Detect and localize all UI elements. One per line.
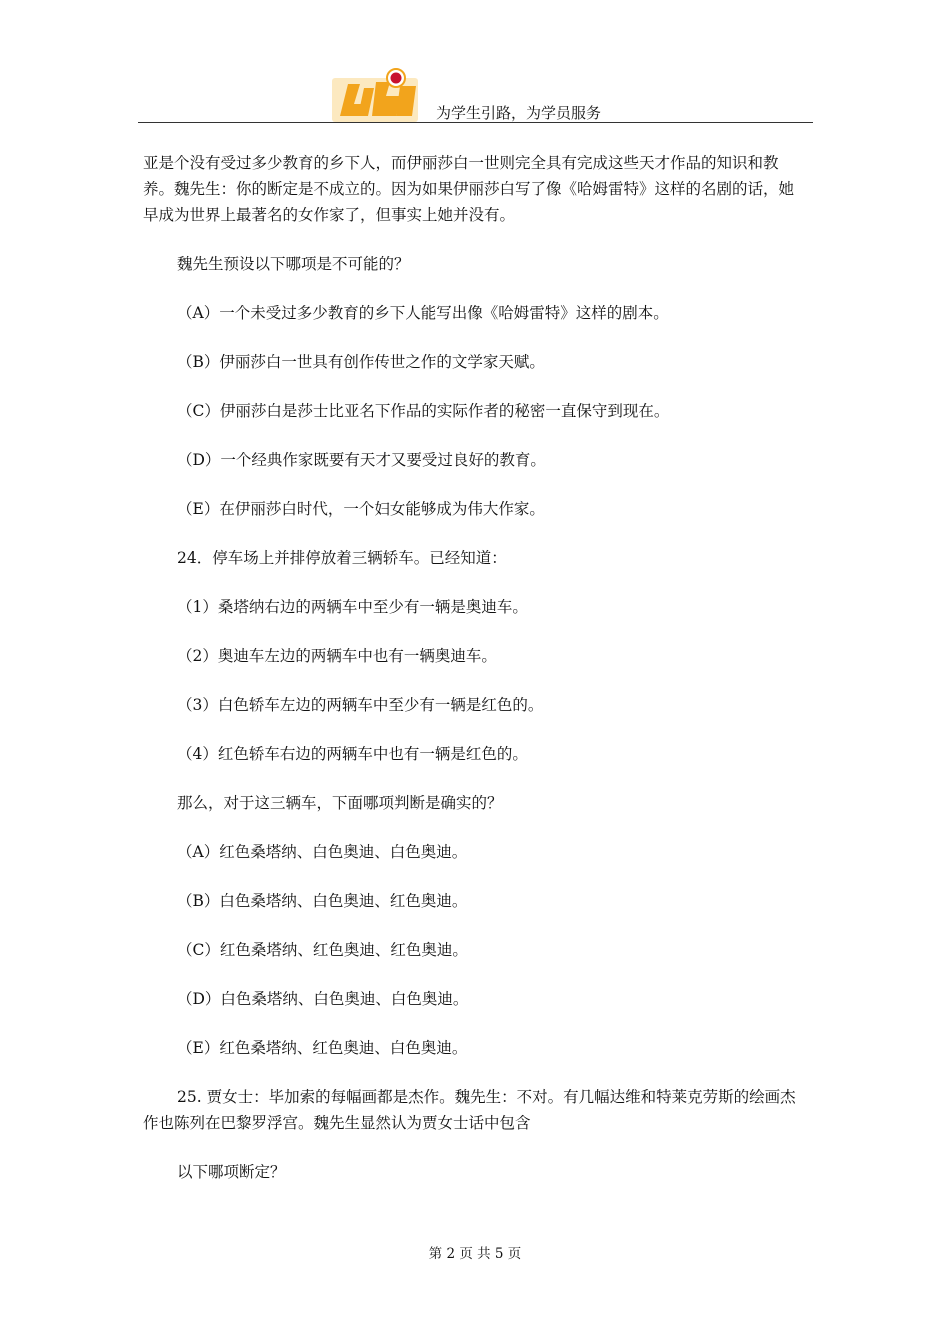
q24-option-d: （D）白色桑塔纳、白色奥迪、白色奥迪。 [177,990,469,1008]
header-slogan: 为学生引路，为学员服务 [436,104,602,122]
q24-question: 那么，对于这三辆车，下面哪项判断是确实的？ [177,794,503,812]
q23-option-e: （E）在伊丽莎白时代，一个妇女能够成为伟大作家。 [177,500,545,518]
page-header [138,62,813,124]
q23-option-a: （A）一个未受过多少教育的乡下人能写出像《哈姆雷特》这样的剧本。 [177,304,669,322]
q24-option-e: （E）红色桑塔纳、红色奥迪、白色奥迪。 [177,1039,468,1057]
q23-stem: 魏先生预设以下哪项是不可能的？ [177,255,410,273]
q23-option-d: （D）一个经典作家既要有天才又要受过良好的教育。 [177,451,546,469]
q25-stem: 25. 贾女士：毕加索的每幅画都是杰作。魏先生：不对。有几幅达维和特莱克劳斯的绘画杰作也陈列在巴黎罗浮宫。魏先生显然认为贾女士话中包含 [143,1088,796,1132]
q24-stem: 24．停车场上并排停放着三辆轿车。已经知道： [177,549,507,567]
paragraph-intro: 亚是个没有受过多少教育的乡下人，而伊丽莎白一世则完全具有完成这些天才作品的知识和教养。魏先生：你的断定是不成立的。因为如果伊丽莎白写了像《哈姆雷特》这样的名剧的话，她早成为世界上最著名的女作家了，但事实上她并没有。 [143,154,795,224]
q24-option-a: （A）红色桑塔纳、白色奥迪、白色奥迪。 [177,843,468,861]
q24-option-c: （C）红色桑塔纳、红色奥迪、红色奥迪。 [177,941,468,959]
q25-question: 以下哪项断定？ [177,1163,286,1181]
q23-option-b: （B）伊丽莎白一世具有创作传世之作的文学家天赋。 [177,353,545,371]
q24-condition-3: （3）白色轿车左边的两辆车中至少有一辆是红色的。 [177,696,544,714]
q23-option-c: （C）伊丽莎白是莎士比亚名下作品的实际作者的秘密一直保守到现在。 [177,402,670,420]
document-body [143,150,809,1185]
q24-option-b: （B）白色桑塔纳、白色奥迪、红色奥迪。 [177,892,468,910]
header-divider [138,122,813,123]
q24-condition-1: （1）桑塔纳右边的两辆车中至少有一辆是奥迪车。 [177,598,528,616]
q24-condition-4: （4）红色轿车右边的两辆车中也有一辆是红色的。 [177,745,528,763]
page-number: 第 2 页 共 5 页 [428,1246,522,1262]
q24-condition-2: （2）奥迪车左边的两辆车中也有一辆奥迪车。 [177,647,497,665]
kaicheng-logo-icon [330,66,422,124]
